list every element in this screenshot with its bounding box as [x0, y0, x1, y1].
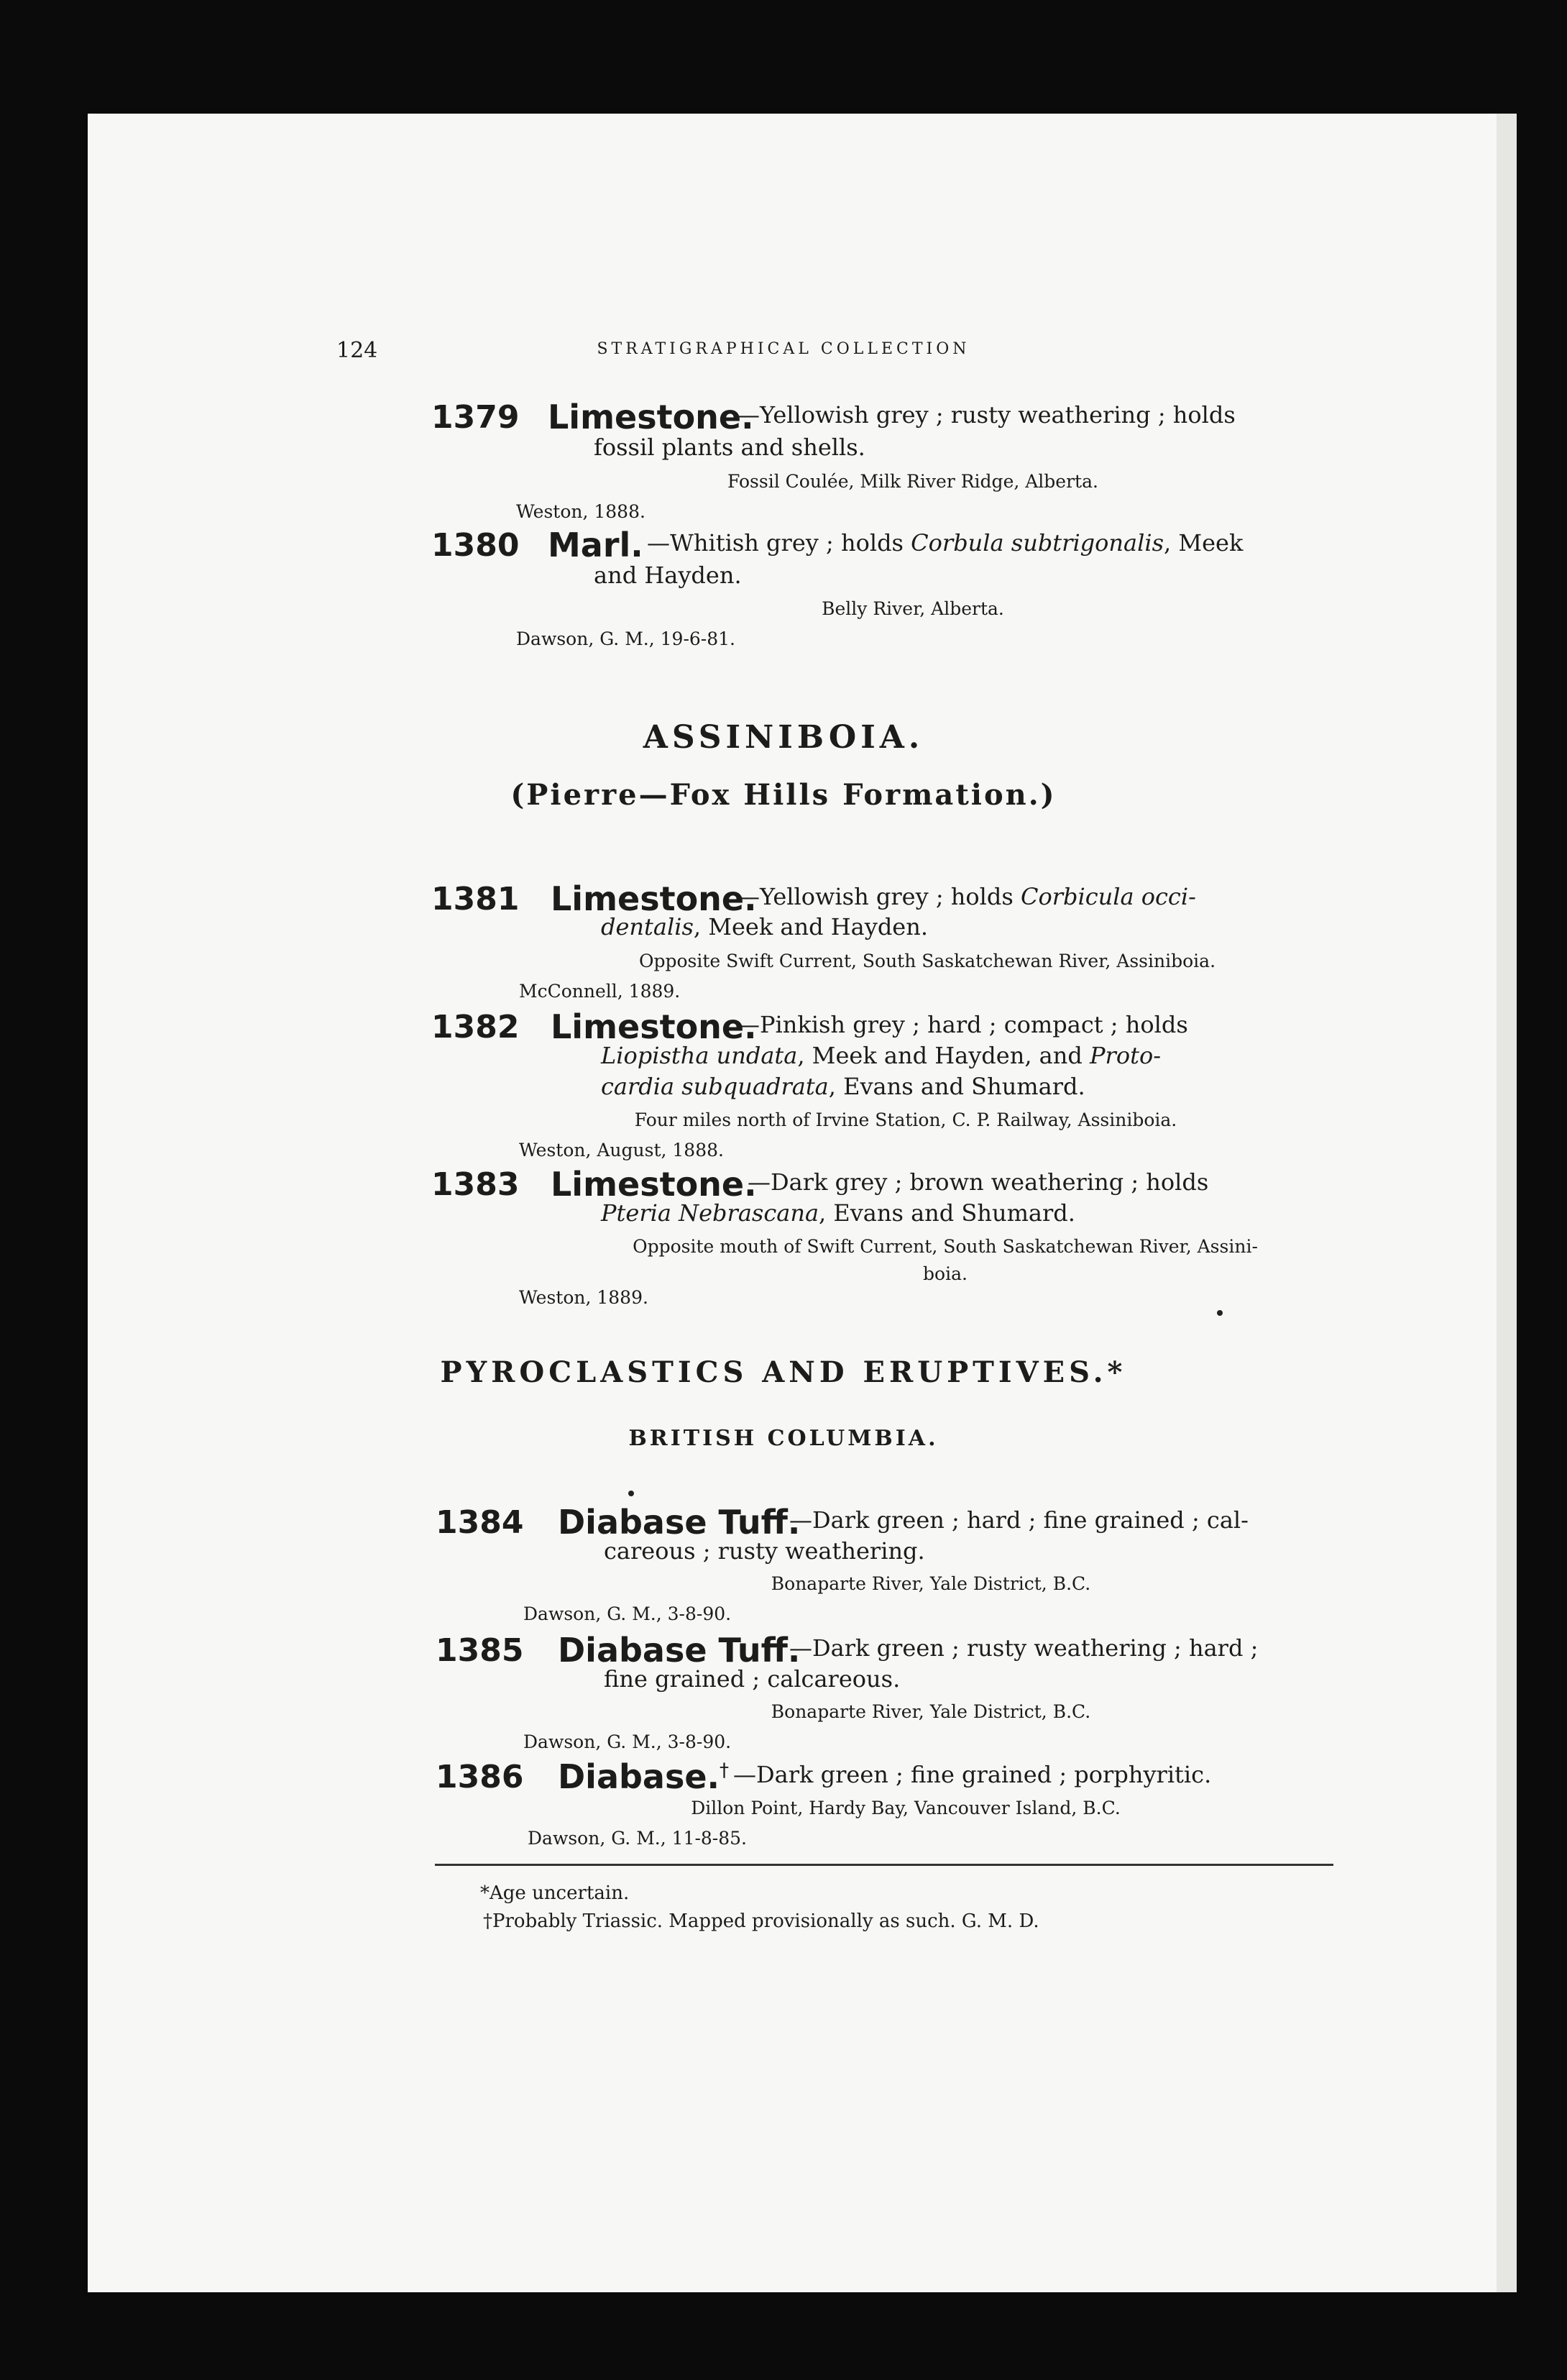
specimen-description: —Dark green ; hard ; fine grained ; cal-	[789, 1506, 1249, 1534]
specimen-description-cont: fine grained ; calcareous.	[604, 1665, 901, 1693]
specimen-title: Limestone.	[551, 879, 757, 918]
specimen-title: Limestone.	[551, 1007, 757, 1046]
specimen-collector: Dawson, G. M., 19-6-81.	[516, 628, 736, 649]
section-heading-british-columbia: BRITISH COLUMBIA.	[628, 1426, 939, 1451]
specimen-number: 1379	[431, 399, 520, 436]
specimen-number: 1385	[436, 1632, 524, 1669]
specimen-title: Limestone.	[548, 398, 754, 436]
specimen-locality: Opposite mouth of Swift Current, South Saskatchewan River, Assini-	[633, 1236, 1258, 1257]
footnote-triassic: †Probably Triassic. Mapped provisionally as such. G. M. D.	[483, 1910, 1039, 1932]
specimen-locality-cont: boia.	[923, 1263, 968, 1284]
specimen-number: 1381	[431, 881, 520, 917]
specimen-description: —Dark green ; rusty weathering ; hard ;	[789, 1634, 1259, 1662]
specimen-description-cont: cardia subquadrata, Evans and Shumard.	[601, 1073, 1085, 1100]
specimen-title: Diabase.†	[558, 1757, 730, 1796]
page-number: 124	[336, 338, 378, 363]
specimen-locality: Belly River, Alberta.	[822, 598, 1004, 619]
specimen-description-cont: Liopistha undata, Meek and Hayden, and Proto-	[601, 1042, 1162, 1069]
specimen-number: 1383	[431, 1166, 520, 1203]
footnote-age: *Age uncertain.	[480, 1882, 630, 1904]
specimen-description: —Dark green ; fine grained ; porphyritic.	[733, 1761, 1212, 1788]
specimen-title: Limestone.	[551, 1165, 757, 1204]
specimen-description: —Yellowish grey ; holds Corbicula occi-	[737, 883, 1196, 910]
specimen-title: Diabase Tuff.	[558, 1631, 801, 1670]
specimen-description-cont: dentalis, Meek and Hayden.	[601, 913, 929, 940]
specimen-locality: Bonaparte River, Yale District, B.C.	[771, 1701, 1091, 1722]
specimen-collector: Weston, 1889.	[519, 1287, 648, 1308]
specimen-description: —Dark grey ; brown weathering ; holds	[748, 1168, 1209, 1196]
specimen-number: 1382	[431, 1009, 520, 1045]
specimen-description-cont: Pteria Nebrascana, Evans and Shumard.	[601, 1199, 1075, 1227]
specimen-number: 1386	[436, 1759, 524, 1795]
specimen-description: —Pinkish grey ; hard ; compact ; holds	[737, 1011, 1188, 1038]
formation-heading: (Pierre—Fox Hills Formation.)	[510, 778, 1057, 812]
specimen-description-cont: careous ; rusty weathering.	[604, 1537, 925, 1565]
specimen-description-cont: fossil plants and shells.	[594, 434, 865, 461]
printer-mark	[1217, 1310, 1223, 1316]
specimen-collector: Dawson, G. M., 3-8-90.	[523, 1731, 732, 1752]
footnote-rule	[435, 1864, 1333, 1866]
specimen-locality: Opposite Swift Current, South Saskatchewan River, Assiniboia.	[638, 951, 1216, 971]
specimen-description: —Yellowish grey ; rusty weathering ; holds	[737, 401, 1236, 429]
specimen-number: 1384	[436, 1504, 524, 1541]
specimen-collector: Weston, August, 1888.	[519, 1140, 724, 1161]
section-heading-pyroclastics: PYROCLASTICS AND ERUPTIVES.*	[440, 1355, 1127, 1389]
specimen-collector: Dawson, G. M., 11-8-85.	[528, 1828, 748, 1849]
specimen-collector: Dawson, G. M., 3-8-90.	[523, 1603, 732, 1624]
specimen-locality: Fossil Coulée, Milk River Ridge, Alberta.	[727, 471, 1098, 492]
specimen-locality: Dillon Point, Hardy Bay, Vancouver Island, B.C.	[691, 1798, 1121, 1818]
specimen-title: Diabase Tuff.	[558, 1503, 801, 1542]
specimen-collector: McConnell, 1889.	[519, 981, 681, 1002]
page-edge	[1497, 114, 1517, 2292]
specimen-locality: Bonaparte River, Yale District, B.C.	[771, 1573, 1091, 1594]
specimen-description: —Whitish grey ; holds Corbula subtrigonalis, Meek	[647, 529, 1244, 557]
specimen-description-cont: and Hayden.	[594, 562, 742, 589]
printer-mark	[628, 1491, 634, 1496]
specimen-title: Marl.	[548, 526, 643, 564]
specimen-number: 1380	[431, 527, 520, 564]
specimen-locality: Four miles north of Irvine Station, C. P. Railway, Assiniboia.	[634, 1109, 1177, 1130]
section-heading-assiniboia: ASSINIBOIA.	[643, 719, 924, 756]
specimen-collector: Weston, 1888.	[516, 501, 645, 522]
running-head: STRATIGRAPHICAL COLLECTION	[597, 340, 970, 358]
